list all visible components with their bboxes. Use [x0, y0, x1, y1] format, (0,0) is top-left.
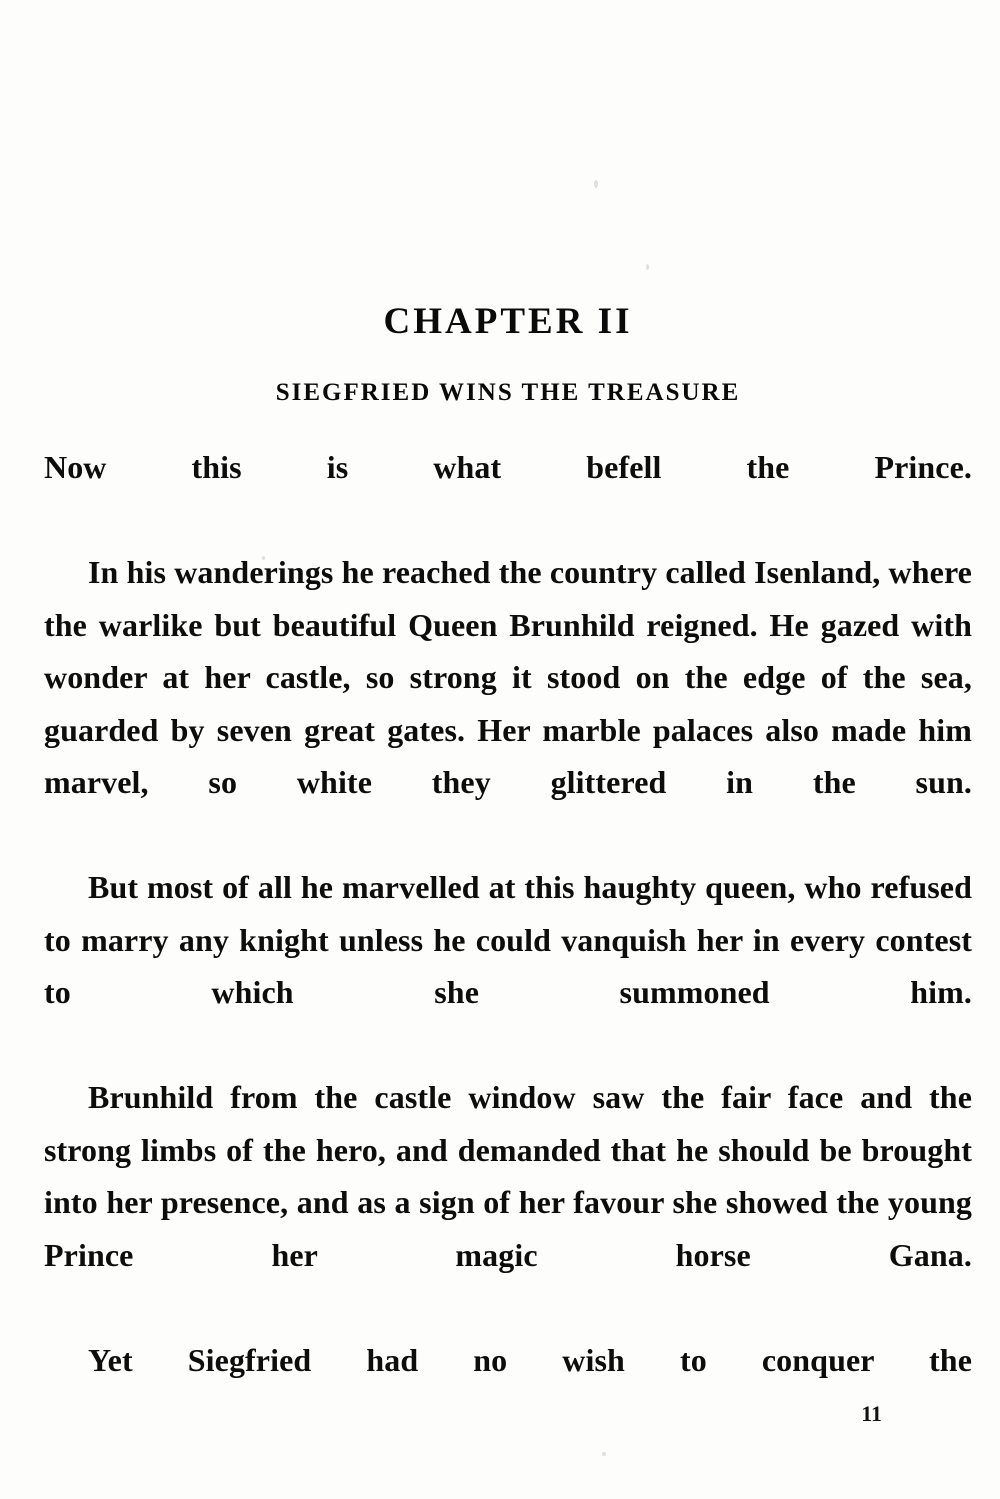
paragraph: Brunhild from the castle window saw the fair face and the strong limbs of the hero, and demanded that he should be brought into her presence, and as a sign of her favour she showed the young Prince her magic horse Gana.: [44, 1079, 972, 1273]
page-speck: [646, 264, 649, 270]
page-speck: [602, 1452, 606, 1456]
paragraph: Now this is what befell the Prince.: [44, 449, 972, 485]
chapter-subtitle: SIEGFRIED WINS THE TREASURE: [275, 379, 741, 406]
paragraph: Yet Siegfried had no wish to conquer the: [88, 1341, 972, 1378]
body-text: [44, 441, 972, 1439]
page-number: 11: [861, 1401, 882, 1426]
paragraph: But most of all he marvelled at this haughty queen, who refused to marry any knight unless he could vanquish her in every contest to which she summoned him.: [44, 869, 972, 1010]
page-content: [44, 300, 972, 1439]
chapter-heading: CHAPTER II: [383, 301, 633, 342]
page-speck: [594, 180, 598, 188]
paragraph: In his wanderings he reached the country called Isenland, where the warlike but beautiful Queen Brunhild reigned. He gazed with wonder at her castle, so strong it stood on the edge of the sea, guarded by seven great gates. Her marble palaces also made him marvel, so white they glittered in the sun.: [44, 554, 972, 800]
